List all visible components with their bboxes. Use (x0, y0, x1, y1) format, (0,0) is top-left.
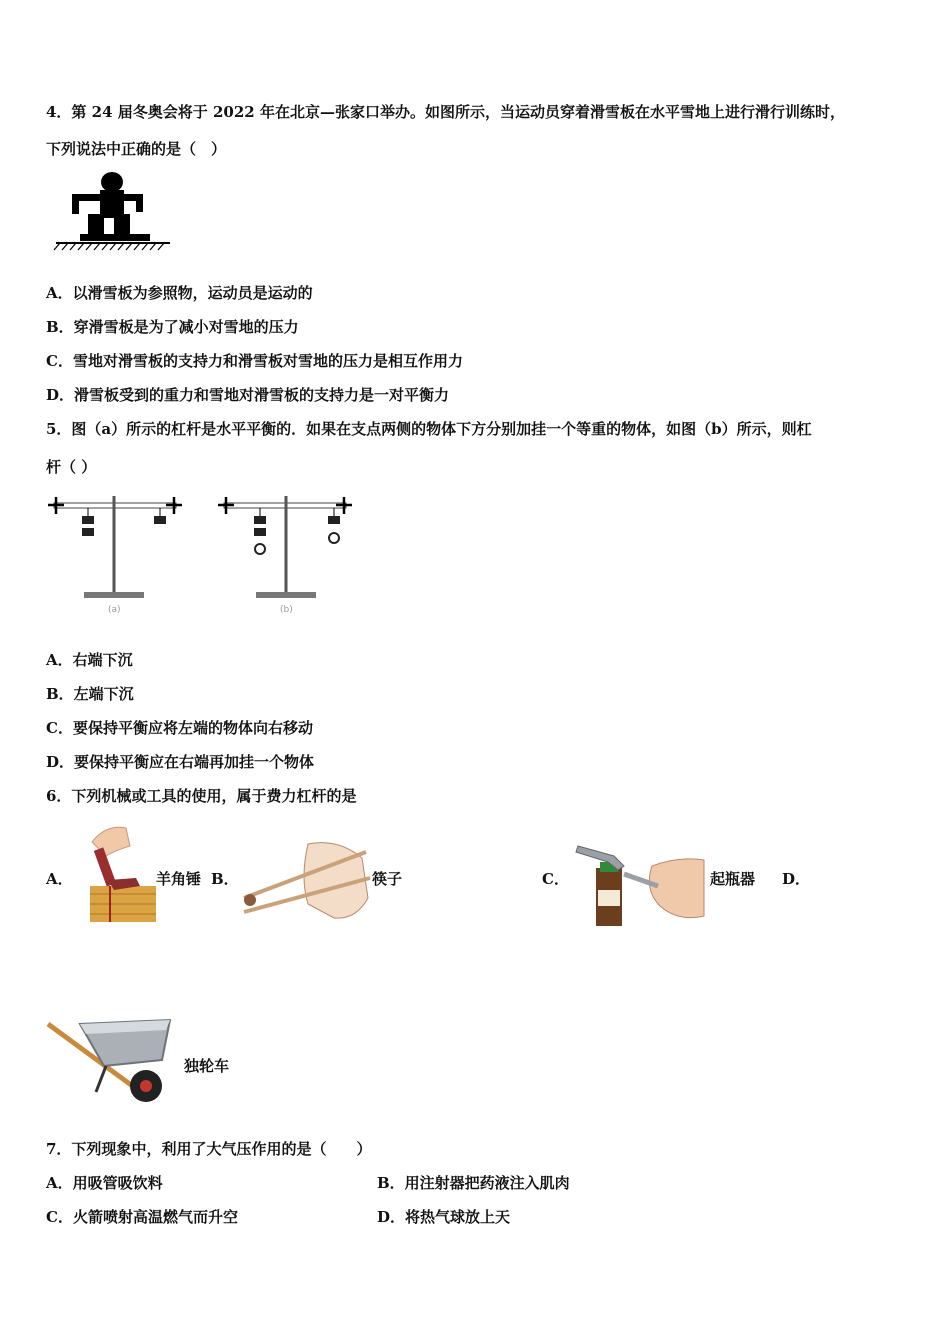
q5-stem-line2: 杆（ ） (46, 458, 97, 476)
q6-label-d: D． (782, 870, 811, 888)
q4-stem-line2: 下列说法中正确的是（ ） (46, 140, 227, 158)
q7-option-a: A．用吸管吸饮料 (46, 1174, 163, 1192)
q6-stem: 6．下列机械或工具的使用，属于费力杠杆的是 (46, 787, 357, 805)
chopsticks-image (238, 838, 372, 924)
q6-label-c: C． (542, 870, 569, 888)
q5-option-c: C．要保持平衡应将左端的物体向右移动 (46, 719, 313, 737)
q6-item-b: 筷子 (372, 870, 403, 888)
skier-figure (52, 170, 176, 254)
bottle-opener-image (574, 840, 712, 928)
q4-option-d: D．滑雪板受到的重力和雪地对滑雪板的支持力是一对平衡力 (46, 386, 450, 404)
lever-figure-b (214, 488, 354, 616)
q6-item-a: 羊角锤 (156, 870, 202, 888)
q7-stem: 7．下列现象中，利用了大气压作用的是（ ） (46, 1140, 372, 1158)
q5-option-a: A．右端下沉 (46, 651, 133, 669)
fig-b-label: (b) (280, 605, 293, 615)
q7-option-c: C．火箭喷射高温燃气而升空 (46, 1208, 238, 1226)
q6-item-c: 起瓶器 (710, 870, 756, 888)
q6-item-d: 独轮车 (184, 1057, 230, 1075)
q7-option-d: D．将热气球放上天 (377, 1208, 511, 1226)
q5-stem-line1: 5．图（a）所示的杠杆是水平平衡的．如果在支点两侧的物体下方分别加挂一个等重的物体，如图（b）所示，则杠 (46, 420, 812, 438)
wheelbarrow-image (46, 1014, 178, 1110)
q4-option-a: A．以滑雪板为参照物，运动员是运动的 (46, 284, 313, 302)
q4-option-c: C．雪地对滑雪板的支持力和滑雪板对雪地的压力是相互作用力 (46, 352, 463, 370)
fig-a-label: (a) (108, 605, 121, 615)
q4-stem-line1: 4．第 24 届冬奥会将于 2022 年在北京—张家口举办。如图所示，当运动员穿着滑雪板在水平雪地上进行滑行训练时， (46, 103, 845, 121)
q7-option-b: B．用注射器把药液注入肌肉 (377, 1174, 570, 1192)
q6-label-a: A． (46, 870, 73, 888)
q5-option-d: D．要保持平衡应在右端再加挂一个物体 (46, 753, 315, 771)
q6-label-b: B． (211, 870, 239, 888)
lever-figure-a (44, 488, 184, 616)
q5-option-b: B．左端下沉 (46, 685, 134, 703)
q4-option-b: B．穿滑雪板是为了减小对雪地的压力 (46, 318, 299, 336)
claw-hammer-image (86, 822, 158, 924)
